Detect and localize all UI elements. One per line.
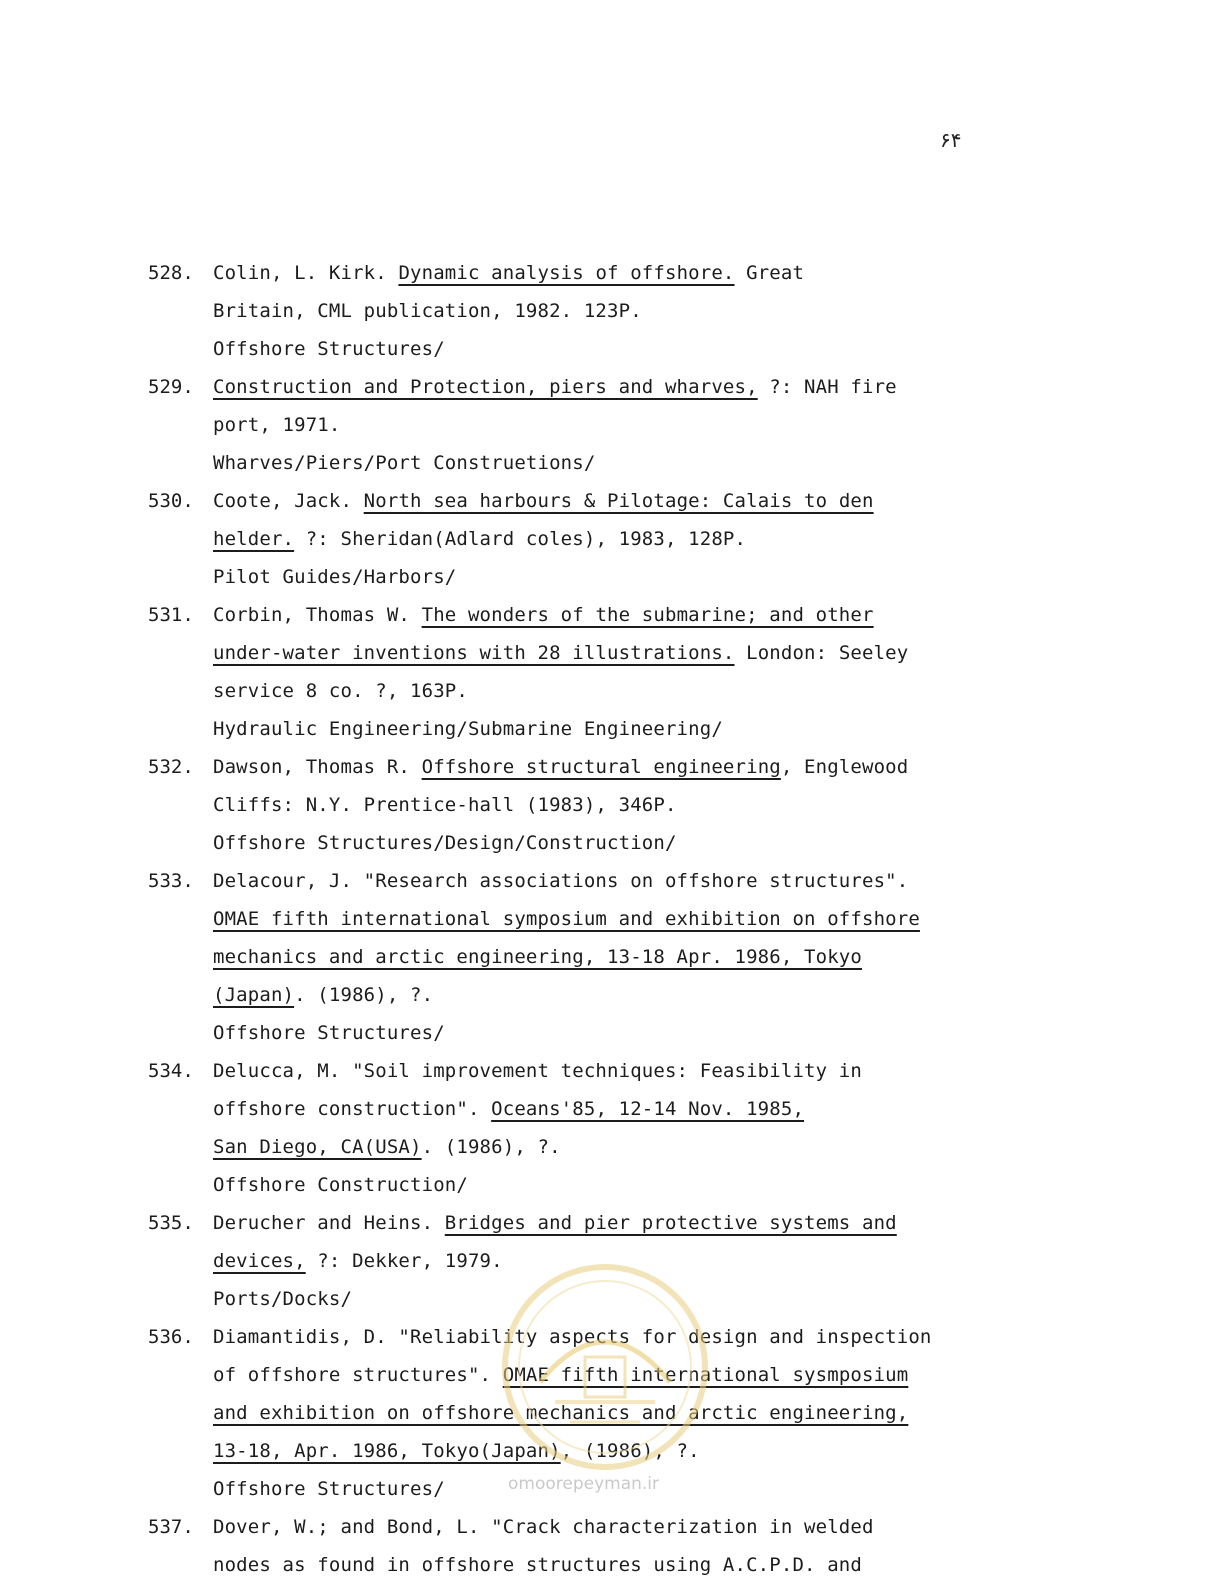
entry-number: 537. <box>148 1516 194 1538</box>
underlined-title-text: and exhibition on offshore mechanics and arctic engineering, <box>213 1402 909 1424</box>
underlined-title-text: Construction and Protection, piers and wharves, <box>213 376 758 398</box>
bibliography-entry <box>148 748 1008 862</box>
bibliography-entry <box>148 482 1008 596</box>
entry-text: Offshore Structures/ <box>213 338 445 360</box>
entry-line <box>213 558 1008 596</box>
entry-line <box>213 1242 1008 1280</box>
entry-text: . (1986), ?. <box>421 1136 561 1158</box>
entry-text: Dawson, Thomas R. <box>213 756 422 778</box>
entry-line <box>213 1394 1008 1432</box>
entry-number: 533. <box>148 870 194 892</box>
entry-number: 528. <box>148 262 194 284</box>
entry-line <box>213 900 1008 938</box>
entry-text: Derucher and Heins. <box>213 1212 445 1234</box>
entry-text: Offshore Structures/ <box>213 1478 445 1500</box>
entry-line <box>213 938 1008 976</box>
entry-text: Pilot Guides/Harbors/ <box>213 566 457 588</box>
entry-number: 536. <box>148 1326 194 1348</box>
underlined-title-text: San Diego, CA(USA) <box>213 1136 422 1158</box>
entry-number: 529. <box>148 376 194 398</box>
entry-line <box>213 824 1008 862</box>
entry-line <box>213 520 1008 558</box>
entry-text: Colin, L. Kirk. <box>213 262 399 284</box>
entry-line <box>213 330 1008 368</box>
entry-line <box>213 786 1008 824</box>
entry-text: ?: NAH fire <box>757 376 897 398</box>
entry-text: Great <box>734 262 805 284</box>
entry-line <box>213 596 1008 634</box>
entry-text: Corbin, Thomas W. <box>213 604 422 626</box>
entry-text: Britain, CML publication, 1982. 123P. <box>213 300 642 322</box>
entry-text: Delucca, M. "Soil improvement techniques: Feasibility in <box>213 1060 862 1082</box>
entry-line <box>213 748 1008 786</box>
entry-text: Delacour, J. "Research associations on offshore structures". <box>213 870 909 892</box>
entry-line <box>213 1166 1008 1204</box>
entry-number: 530. <box>148 490 194 512</box>
entry-line <box>213 482 1008 520</box>
entry-line <box>213 862 1008 900</box>
entry-text: offshore construction". <box>213 1098 492 1120</box>
underlined-title-text: 13-18, Apr. 1986, Tokyo(Japan) <box>213 1440 561 1462</box>
entry-text: Dover, W.; and Bond, L. "Crack characterization in welded <box>213 1516 874 1538</box>
entry-text: Offshore Construction/ <box>213 1174 468 1196</box>
entry-line <box>213 254 1008 292</box>
entry-line <box>213 672 1008 710</box>
entry-line <box>213 1204 1008 1242</box>
bibliography-entry <box>148 254 1008 368</box>
entry-text: . (1986), ?. <box>294 984 434 1006</box>
entry-line <box>213 1318 1008 1356</box>
watermark-text: omoorepeyman.ir <box>508 1474 660 1494</box>
entry-text: London: Seeley <box>734 642 909 664</box>
bibliography-list <box>148 254 1008 1584</box>
entry-number: 535. <box>148 1212 194 1234</box>
entry-text: Ports/Docks/ <box>213 1288 353 1310</box>
underlined-title-text: under-water inventions with 28 illustrations. <box>213 642 735 664</box>
entry-line <box>213 1546 1008 1584</box>
underlined-title-text: Oceans'85, 12-14 Nov. 1985, <box>491 1098 805 1120</box>
bibliography-entry <box>148 368 1008 482</box>
entry-text: nodes as found in offshore structures using A.C.P.D. and <box>213 1554 862 1576</box>
bibliography-entry <box>148 1508 1008 1584</box>
entry-number: 534. <box>148 1060 194 1082</box>
underlined-title-text: (Japan) <box>213 984 295 1006</box>
entry-text: Diamantidis, D. "Reliability aspects for design and inspection <box>213 1326 932 1348</box>
entry-text: ?: Sheridan(Adlard coles), 1983, 128P. <box>294 528 747 550</box>
entry-text: Offshore Structures/ <box>213 1022 445 1044</box>
entry-line <box>213 1356 1008 1394</box>
entry-line <box>213 292 1008 330</box>
underlined-title-text: North sea harbours & Pilotage: Calais to den <box>363 490 874 512</box>
underlined-title-text: Dynamic analysis of offshore. <box>398 262 735 284</box>
underlined-title-text: helder. <box>213 528 295 550</box>
entry-text: Coote, Jack. <box>213 490 364 512</box>
entry-line <box>213 406 1008 444</box>
page-number: ۶۴ <box>940 128 962 152</box>
entry-line <box>213 976 1008 1014</box>
entry-line <box>213 1052 1008 1090</box>
underlined-title-text: mechanics and arctic engineering, 13-18 Apr. 1986, Tokyo <box>213 946 862 968</box>
underlined-title-text: devices, <box>213 1250 306 1272</box>
entry-line <box>213 1014 1008 1052</box>
entry-text: of offshore structures". <box>213 1364 503 1386</box>
entry-text: Hydraulic Engineering/Submarine Engineering/ <box>213 718 723 740</box>
entry-text: Cliffs: N.Y. Prentice-hall (1983), 346P. <box>213 794 677 816</box>
entry-line <box>213 1128 1008 1166</box>
bibliography-entry <box>148 1204 1008 1318</box>
entry-line <box>213 368 1008 406</box>
entry-line <box>213 1280 1008 1318</box>
bibliography-entry <box>148 596 1008 748</box>
underlined-title-text: Bridges and pier protective systems and <box>444 1212 897 1234</box>
entry-line <box>213 710 1008 748</box>
underlined-title-text: The wonders of the submarine; and other <box>421 604 874 626</box>
entry-line <box>213 1432 1008 1470</box>
entry-text: , (1986), ?. <box>560 1440 700 1462</box>
entry-text: , Englewood <box>780 756 909 778</box>
entry-text: service 8 co. ?, 163P. <box>213 680 468 702</box>
entry-text: port, 1971. <box>213 414 341 436</box>
entry-line <box>213 634 1008 672</box>
underlined-title-text: OMAE fifth international symposium and exhibition on offshore <box>213 908 920 930</box>
entry-text: Offshore Structures/Design/Construction/ <box>213 832 677 854</box>
entry-line <box>213 444 1008 482</box>
entry-number: 532. <box>148 756 194 778</box>
entry-number: 531. <box>148 604 194 626</box>
entry-text: ?: Dekker, 1979. <box>305 1250 503 1272</box>
bibliography-entry <box>148 862 1008 1052</box>
entry-line <box>213 1090 1008 1128</box>
underlined-title-text: OMAE fifth international sysmposium <box>502 1364 909 1386</box>
underlined-title-text: Offshore structural engineering <box>421 756 781 778</box>
entry-line <box>213 1508 1008 1546</box>
entry-text: Wharves/Piers/Port Construetions/ <box>213 452 596 474</box>
bibliography-entry <box>148 1052 1008 1204</box>
